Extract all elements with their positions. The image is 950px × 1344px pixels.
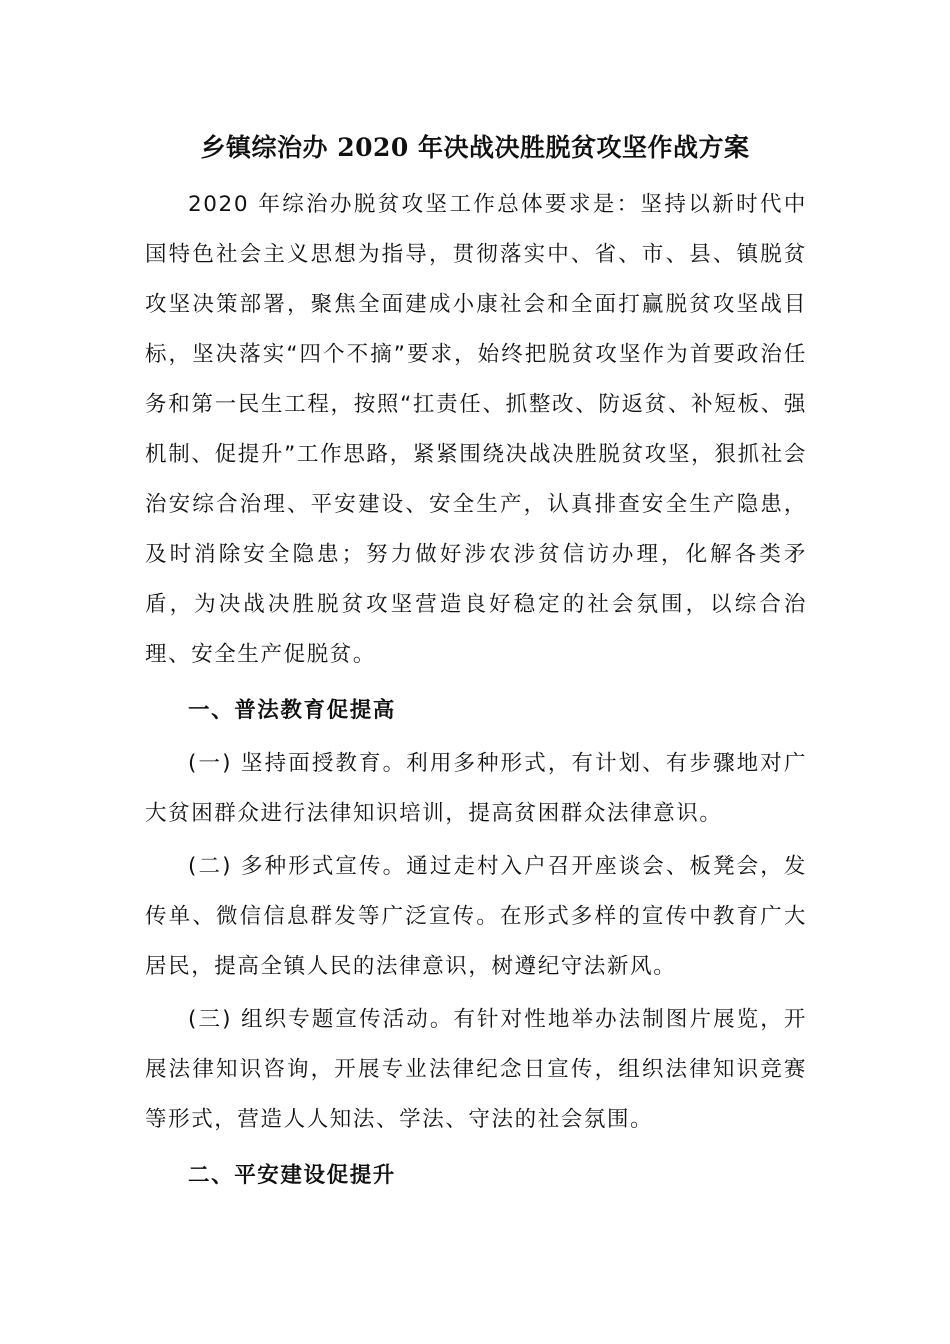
document-body bbox=[145, 180, 807, 1201]
intro-paragraph: 2020 年综治办脱贫攻坚工作总体要求是：坚持以新时代中国特色社会主义思想为指导，贯彻落实中、省、市、县、镇脱贫攻坚决策部署，聚焦全面建成小康社会和全面打赢脱贫攻坚战目标，坚决落实“四个不摘”要求，始终把脱贫攻坚作为首要政治任务和第一民生工程，按照“扛责任、抓整改、防返贫、补短板、强机制、促提升”工作思路，紧紧围绕决战决胜脱贫攻坚，狠抓社会治安综合治理、平安建设、安全生产，认真排查安全生产隐患，及时消除安全隐患；努力做好涉农涉贫信访办理，化解各类矛盾，为决战决胜脱贫攻坚营造良好稳定的社会氛围，以综合治理、安全生产促脱贫。 bbox=[145, 192, 807, 667]
document-title: 乡镇综治办 2020 年决战决胜脱贫攻坚作战方案 bbox=[200, 133, 750, 162]
section1-item-2: (二) 多种形式宣传。通过走村入户召开座谈会、板凳会，发传单、微信信息群发等广泛宣传。在形式多样的宣传中教育广大居民，提高全镇人民的法律意识，树遵纪守法新风。 bbox=[145, 854, 807, 979]
section1-item-1: (一) 坚持面授教育。利用多种形式，有计划、有步骤地对广大贫困群众进行法律知识培训，提高贫困群众法律意识。 bbox=[145, 751, 807, 826]
section-heading-1: 一、普法教育促提高 bbox=[188, 698, 396, 723]
section1-item-3: (三) 组织专题宣传活动。有针对性地举办法制图片展览，开展法律知识咨询，开展专业法律纪念日宣传，组织法律知识竞赛等形式，营造人人知法、学法、守法的社会氛围。 bbox=[145, 1007, 807, 1132]
section-heading-2: 二、平安建设促提升 bbox=[188, 1163, 396, 1188]
